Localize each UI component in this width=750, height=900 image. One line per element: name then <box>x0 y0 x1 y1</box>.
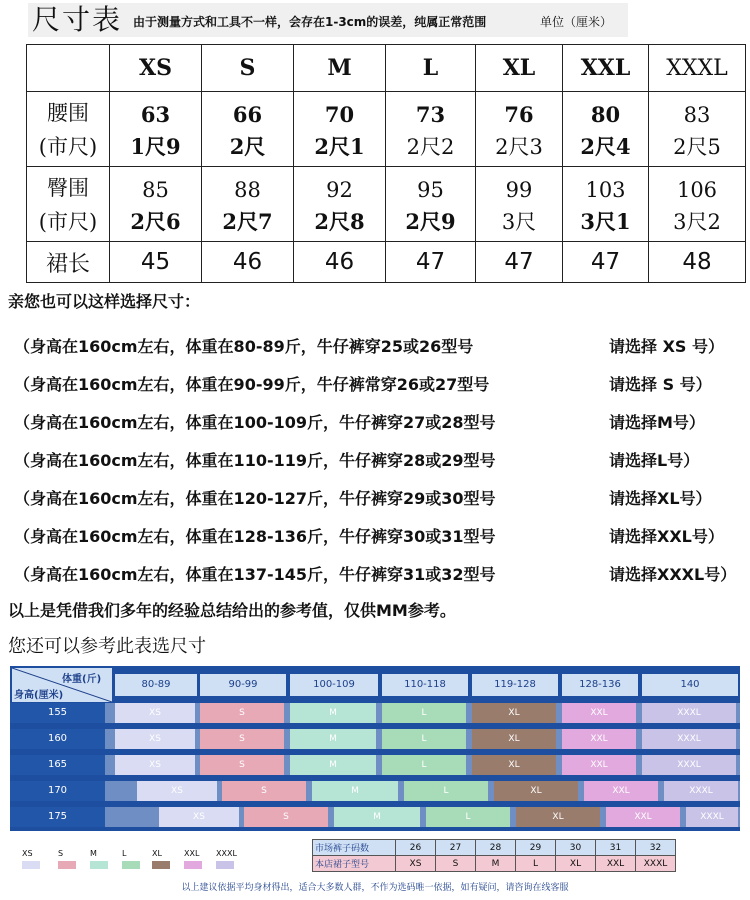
length-row <box>27 242 746 283</box>
market-size: 27 <box>436 840 476 856</box>
weight-header: 119-128 <box>472 674 558 696</box>
height-label: 155 <box>10 703 105 723</box>
hip-chi: 2尺6 <box>110 204 202 242</box>
size-block: L <box>404 781 488 801</box>
suggest-line: （身高在160cm左右，体重在100-109斤，牛仔裤穿27或28型号 <box>14 413 496 432</box>
size-block: XS <box>115 703 195 723</box>
waist-cm-row <box>27 92 746 130</box>
length-cm: 47 <box>476 242 563 283</box>
waist-label: 腰围 <box>27 92 110 130</box>
hip-chi: 2尺8 <box>294 204 386 242</box>
legend-swatch <box>58 861 76 869</box>
size-table <box>26 44 746 283</box>
size-block: XL <box>472 755 556 775</box>
waist-chi-row <box>27 129 746 167</box>
legend-label: XXL <box>184 849 200 858</box>
size-block: M <box>334 807 420 827</box>
waist-cm: 66 <box>202 92 294 130</box>
suggest-select: 请选择XXXL号） <box>609 565 737 584</box>
chart-corner <box>12 668 112 702</box>
hip-cm: 99 <box>476 167 563 205</box>
size-block: S <box>200 729 284 749</box>
size-block: S <box>222 781 306 801</box>
height-label: 170 <box>10 781 105 801</box>
height-label: 165 <box>10 755 105 775</box>
size-block: M <box>290 703 376 723</box>
hip-cm: 95 <box>386 167 476 205</box>
store-size: S <box>436 856 476 872</box>
waist-chi: 2尺1 <box>294 129 386 167</box>
suggest-line: （身高在160cm左右，体重在128-136斤，牛仔裤穿30或31型号 <box>14 527 496 546</box>
size-block: XS <box>115 755 195 775</box>
chart-title: 您还可以参考此表选尺寸 <box>8 636 206 657</box>
size-block: XXXL <box>642 729 736 749</box>
store-size: M <box>476 856 516 872</box>
waist-chi: 2尺2 <box>386 129 476 167</box>
size-block: XS <box>115 729 195 749</box>
size-header-row <box>27 45 746 92</box>
hip-cm: 85 <box>110 167 202 205</box>
suggest-select: 请选择XL号） <box>609 489 712 508</box>
suggest-select: 请选择XXL号） <box>609 527 724 546</box>
market-label: 市场裤子码数 <box>313 840 396 856</box>
length-cm: 47 <box>386 242 476 283</box>
size-chart <box>10 666 740 831</box>
market-size: 26 <box>396 840 436 856</box>
weight-header: 128-136 <box>562 674 638 696</box>
hip-cm: 92 <box>294 167 386 205</box>
store-size: XXL <box>596 856 636 872</box>
size-xxxl: XXXL <box>649 45 746 92</box>
height-label: 175 <box>10 807 105 827</box>
waist-cm: 76 <box>476 92 563 130</box>
size-block: S <box>244 807 328 827</box>
weight-axis-label: 体重(斤) <box>62 674 102 685</box>
waist-chi: 1尺9 <box>110 129 202 167</box>
size-s: S <box>202 45 294 92</box>
size-l: L <box>386 45 476 92</box>
legend-label: XS <box>22 849 33 858</box>
suggest-line: （身高在160cm左右，体重在120-127斤，牛仔裤穿29或30型号 <box>14 489 496 508</box>
size-block: L <box>382 755 466 775</box>
summary-text: 以上是凭借我们多年的经验总结给出的参考值，仅供MM参考。 <box>8 601 456 620</box>
suggest-select: 请选择L号） <box>609 451 700 470</box>
header-corner <box>27 45 110 92</box>
size-block: M <box>290 755 376 775</box>
size-block: XS <box>159 807 239 827</box>
size-block: XXL <box>584 781 658 801</box>
size-block: XXXL <box>686 807 738 827</box>
market-size: 30 <box>556 840 596 856</box>
store-label: 本店裙子型号 <box>313 856 396 872</box>
legend-label: XL <box>152 849 162 858</box>
size-block: M <box>290 729 376 749</box>
legend-swatch <box>152 861 170 869</box>
unit-label: 单位（厘米） <box>540 15 613 29</box>
suggest-line: （身高在160cm左右，体重在137-145斤，牛仔裤穿31或32型号 <box>14 565 496 584</box>
hip-chi: 2尺9 <box>386 204 476 242</box>
size-block: XXXL <box>642 703 736 723</box>
footer-note: 以上建议依据平均身材得出，适合大多数人群，不作为选码唯一依据，如有疑问，请咨询在线客服 <box>181 883 569 893</box>
waist-chi: 2尺3 <box>476 129 563 167</box>
size-m: M <box>294 45 386 92</box>
weight-header: 100-109 <box>290 674 378 696</box>
legend-swatch <box>184 861 202 869</box>
store-size: L <box>516 856 556 872</box>
length-cm: 48 <box>649 242 746 283</box>
hip-chi-row <box>27 204 746 242</box>
size-block: XL <box>472 729 556 749</box>
size-block: XL <box>494 781 578 801</box>
hip-cm-row <box>27 167 746 205</box>
store-size: XXXL <box>636 856 676 872</box>
size-xs: XS <box>110 45 202 92</box>
hip-chi: 3尺1 <box>563 204 649 242</box>
size-block: S <box>200 755 284 775</box>
legend-label: M <box>90 849 97 858</box>
legend-label: XXXL <box>216 849 237 858</box>
weight-header: 80-89 <box>115 674 197 696</box>
size-block: XXL <box>606 807 680 827</box>
length-cm: 46 <box>202 242 294 283</box>
hip-sub-label: (市尺) <box>27 204 110 242</box>
hip-chi: 3尺 <box>476 204 563 242</box>
market-size: 32 <box>636 840 676 856</box>
legend-label: L <box>122 849 127 858</box>
suggest-line: （身高在160cm左右，体重在110-119斤，牛仔裤穿28或29型号 <box>14 451 496 470</box>
legend-label: S <box>58 849 64 858</box>
suggest-line: （身高在160cm左右，体重在80-89斤，牛仔裤穿25或26型号 <box>14 337 474 356</box>
suggest-select: 请选择 S 号） <box>609 375 712 394</box>
height-axis-label: 身高(厘米) <box>14 690 64 701</box>
store-size: XS <box>396 856 436 872</box>
size-block: XS <box>137 781 217 801</box>
size-block: M <box>312 781 398 801</box>
size-xxl: XXL <box>563 45 649 92</box>
waist-cm: 70 <box>294 92 386 130</box>
size-block: XL <box>516 807 600 827</box>
size-block: XXL <box>562 729 636 749</box>
waist-sub-label: (市尺) <box>27 129 110 167</box>
waist-cm: 73 <box>386 92 476 130</box>
suggest-select: 请选择M号） <box>609 413 705 432</box>
legend-swatch <box>122 861 140 869</box>
size-block: L <box>382 729 466 749</box>
waist-cm: 63 <box>110 92 202 130</box>
hip-chi: 2尺7 <box>202 204 294 242</box>
hip-cm: 103 <box>563 167 649 205</box>
suggest-select: 请选择 XS 号） <box>609 337 725 356</box>
length-label: 裙长 <box>27 242 110 283</box>
hip-cm: 88 <box>202 167 294 205</box>
store-size: XL <box>556 856 596 872</box>
legend-swatch <box>216 861 234 869</box>
height-label: 160 <box>10 729 105 749</box>
legend-swatch <box>22 861 40 869</box>
size-block: L <box>426 807 510 827</box>
market-size: 28 <box>476 840 516 856</box>
waist-cm: 80 <box>563 92 649 130</box>
measurement-note: 由于测量方式和工具不一样，会存在1-3cm的误差，纯属正常范围 <box>133 15 487 29</box>
market-size: 31 <box>596 840 636 856</box>
waist-chi: 2尺 <box>202 129 294 167</box>
legend-swatch <box>90 861 108 869</box>
hip-cm: 106 <box>649 167 746 205</box>
store-row <box>313 856 676 872</box>
size-block: L <box>382 703 466 723</box>
weight-header: 110-118 <box>382 674 468 696</box>
market-row <box>313 840 676 856</box>
mapping-table <box>312 839 676 872</box>
size-block: XXXL <box>642 755 736 775</box>
suggest-line: （身高在160cm左右，体重在90-99斤，牛仔裤常穿26或27型号 <box>14 375 490 394</box>
size-block: S <box>200 703 284 723</box>
waist-cm: 83 <box>649 92 746 130</box>
waist-chi: 2尺5 <box>649 129 746 167</box>
size-block: XXL <box>562 703 636 723</box>
hip-label: 臀围 <box>27 167 110 205</box>
size-block: XXL <box>562 755 636 775</box>
market-size: 29 <box>516 840 556 856</box>
length-cm: 46 <box>294 242 386 283</box>
weight-header: 90-99 <box>200 674 286 696</box>
waist-chi: 2尺4 <box>563 129 649 167</box>
size-block: XXXL <box>664 781 738 801</box>
hip-chi: 3尺2 <box>649 204 746 242</box>
weight-header: 140 <box>642 674 738 696</box>
size-xl: XL <box>476 45 563 92</box>
length-cm: 47 <box>563 242 649 283</box>
size-block: XL <box>472 703 556 723</box>
length-cm: 45 <box>110 242 202 283</box>
page-title: 尺寸表 <box>32 3 123 36</box>
suggest-intro: 亲您也可以这样选择尺寸： <box>8 292 201 311</box>
